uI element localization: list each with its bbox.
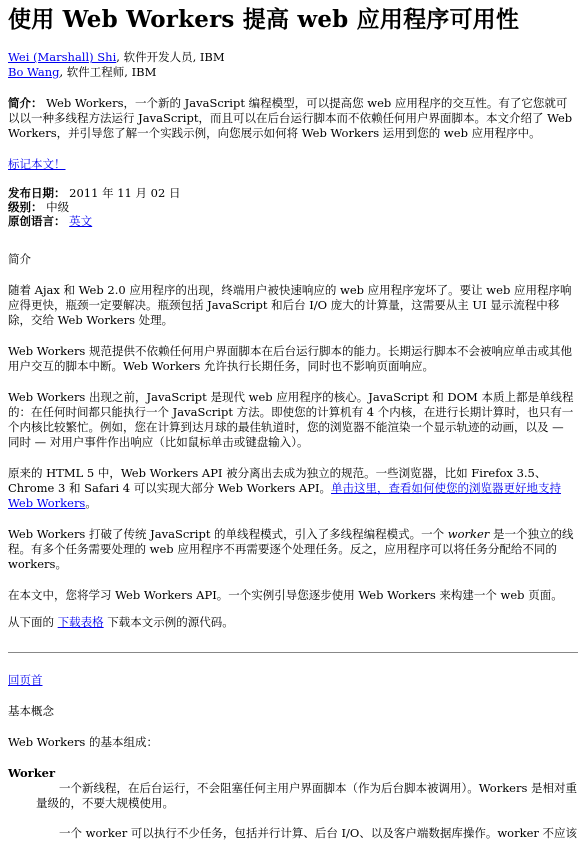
- paragraph: 随着 Ajax 和 Web 2.0 应用程序的出现，终端用户被快速响应的 web 应用程序宠坏了。要让 web 应用程序响应得更快，瓶颈一定要解决。瓶颈包括 JavaScript 和后台 I/O 庞大的计算量，这需要从主 UI 显示流程中移除，交给 Web Workers 处理。: [8, 283, 572, 327]
- paragraph: Web Workers 出现之前，JavaScript 是现代 web 应用程序的核心。JavaScript 和 DOM 本质上都是单线程的：在任何时间都只能执行一个 JavaScript 方法。即使您的计算机有 4 个内核，在进行长期计算时，也只有一个内核比较繁忙。例如，您在计算到达月球的最佳轨道时，您的浏览器不能渲染一个显示轨迹的动画，以及 — 同时 — 对用户事件作出响应（比如鼠标单击或键盘输入）。: [8, 390, 574, 449]
- page-title: 使用 Web Workers 提高 web 应用程序可用性: [8, 6, 520, 33]
- definition-description: 一个 worker 可以执行不少任务，包括并行计算、后台 I/O、以及客户端数据库操作。worker 不应该: [59, 826, 578, 840]
- paragraph: [8, 615, 578, 630]
- back-to-top-link[interactable]: 回页首: [8, 673, 43, 687]
- paragraph: Web Workers 规范提供不依赖任何用户界面脚本在后台运行脚本的能力。长期运行脚本不会被响应单击或其他用户交互的脚本中断。Web Workers 允许执行长期任务，同时也不影响页面响应。: [8, 344, 572, 373]
- language-label: 原创语言：: [8, 214, 66, 228]
- paragraph: [8, 527, 578, 572]
- summary-text: Web Workers，一个新的 JavaScript 编程模型，可以提高您 web 应用程序的交互性。有了它您就可以以一种多线程方法运行 JavaScript，而且可以在后台运行脚本而不依赖任何用户界面脚本。本文介绍了 Web Workers，并引导您了解一个实践示例，向您展示如何将 Web Workers 运用到您的 web 应用程序中。: [8, 96, 573, 140]
- section-heading-intro: 简介: [8, 252, 31, 266]
- author-link-2[interactable]: Bo Wang: [8, 65, 60, 79]
- browser-support-link[interactable]: 单击这里，查看如何使您的浏览器更好地支持 Web Workers: [8, 481, 562, 510]
- article: [8, 0, 578, 841]
- paragraph: [8, 466, 578, 511]
- paragraph-text: Web Workers 打破了传统 JavaScript 的单线程模式，引入了多线程编程模式。一个: [8, 527, 448, 541]
- date-value: 2011 年 11 月 02 日: [65, 186, 181, 200]
- author-role: , 软件工程师, IBM: [59, 65, 157, 79]
- paragraph-text: 是一个独立的线程。有多个任务需要处理的 web 应用程序不再需要逐个处理任务。反之，应用程序可以将任务分配给不同的 workers。: [8, 527, 574, 571]
- definition-description: 一个新线程，在后台运行，不会阻塞任何主用户界面脚本（作为后台脚本被调用）。Workers 是相对重量级的，不要大规模使用。: [36, 781, 578, 810]
- section-heading-basics: 基本概念: [8, 704, 54, 718]
- summary: [8, 96, 578, 141]
- paragraph-text: 。: [85, 496, 97, 510]
- level-value: 中级: [42, 200, 70, 214]
- back-to-top: [8, 673, 578, 688]
- paragraph: Web Workers 的基本组成：: [8, 735, 158, 749]
- author-line: [8, 65, 578, 80]
- author-line: [8, 50, 578, 65]
- bookmark: [8, 157, 578, 172]
- download-table-link[interactable]: 下载表格: [57, 615, 104, 629]
- paragraph-text: 下载本文示例的源代码。: [103, 615, 234, 629]
- emphasis: worker: [447, 527, 490, 541]
- author-link-1[interactable]: Wei (Marshall) Shi: [8, 50, 117, 64]
- divider: [8, 652, 578, 653]
- original-language-link[interactable]: 英文: [69, 214, 93, 228]
- bookmark-link[interactable]: 标记本文！: [8, 157, 66, 171]
- paragraph-text: 从下面的: [8, 615, 58, 629]
- author-list: [8, 50, 578, 80]
- date-label: 发布日期：: [8, 186, 66, 200]
- definition-term: Worker: [8, 766, 56, 780]
- paragraph: 在本文中，您将学习 Web Workers API。一个实例引导您逐步使用 Web Workers 来构建一个 web 页面。: [8, 588, 563, 602]
- article-meta: [8, 186, 578, 228]
- definition-list: [8, 766, 578, 841]
- summary-label: 简介：: [8, 96, 43, 110]
- paragraph-text: 原来的 HTML 5 中，Web Workers API 被分离出去成为独立的规范。一些浏览器，比如 Firefox 3.5、Chrome 3 和 Safari 4 可以实现大部分 Web Workers API。: [8, 466, 547, 495]
- level-label: 级别：: [8, 200, 43, 214]
- author-role: , 软件开发人员, IBM: [116, 50, 225, 64]
